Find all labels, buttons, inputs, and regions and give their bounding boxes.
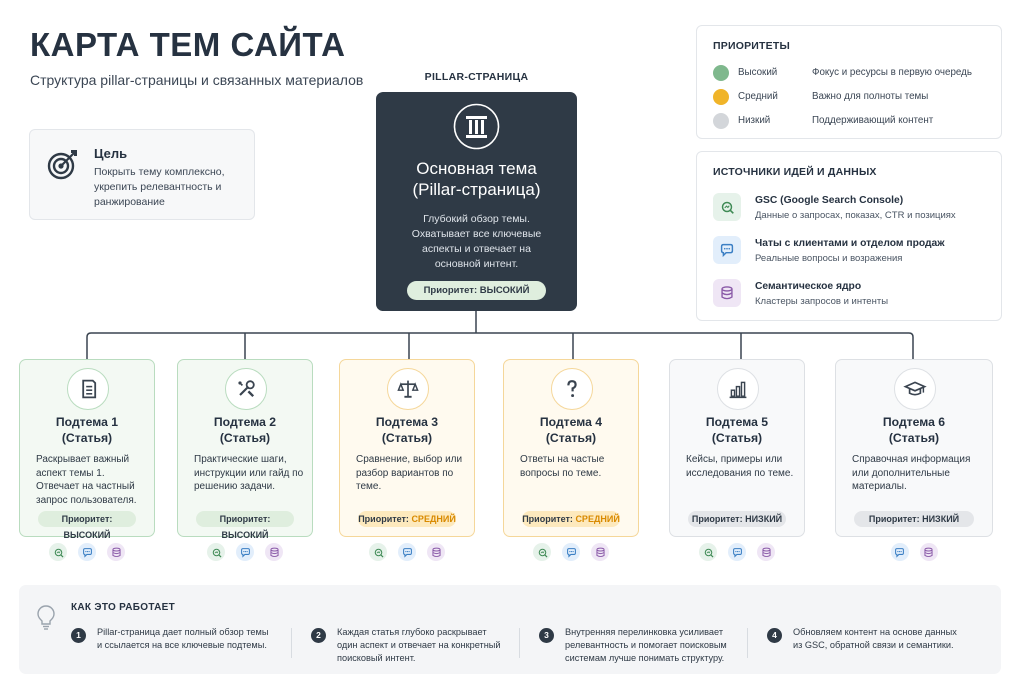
bar-chart-icon <box>726 377 750 401</box>
subtopic-name: Подтема 1 <box>55 415 119 429</box>
subtopic-title <box>178 414 312 446</box>
step-number: 2 <box>311 628 326 643</box>
badge-value: НИЗКИЙ <box>922 514 960 524</box>
priorities-title: ПРИОРИТЕТЫ <box>713 40 790 52</box>
question-icon <box>560 377 584 401</box>
subtopic-card[interactable] <box>835 359 993 537</box>
subtopic-sources <box>533 543 609 561</box>
how-step <box>311 626 521 666</box>
priorities-panel <box>696 25 1002 139</box>
subtopic-name: Подтема 6 <box>882 415 946 429</box>
subtopic-title <box>504 414 638 446</box>
database-icon <box>922 546 935 559</box>
database-badge <box>265 543 283 561</box>
subtopic-icon-circle <box>717 368 759 410</box>
search-analytics-icon <box>52 546 65 559</box>
priority-level: Высокий <box>738 67 778 78</box>
source-icon-box <box>713 193 741 221</box>
goal-text: Покрыть тему комплексно, укрепить релевантность и ранжирование <box>94 166 225 208</box>
source-desc: Данные о запросах, показах, CTR и позициях <box>755 210 956 221</box>
subtopic-priority-badge <box>522 511 620 527</box>
database-icon <box>760 546 773 559</box>
step-text: Обновляем контент на основе данных из GSC, обратной связи и семантики. <box>793 627 957 650</box>
chat-icon <box>893 546 906 559</box>
database-icon <box>594 546 607 559</box>
search-analytics-badge <box>369 543 387 561</box>
subtopic-kind: (Статья) <box>381 431 433 445</box>
search-analytics-badge <box>207 543 225 561</box>
subtopic-card[interactable] <box>669 359 805 537</box>
source-row <box>713 279 991 313</box>
search-analytics-icon <box>210 546 223 559</box>
priority-row <box>713 112 991 130</box>
chat-icon <box>81 546 94 559</box>
subtopic-name: Подтема 3 <box>375 415 439 429</box>
subtopic-card[interactable] <box>503 359 639 537</box>
subtopic-priority-badge <box>688 511 786 527</box>
chat-icon <box>401 546 414 559</box>
database-badge <box>427 543 445 561</box>
document-icon <box>76 377 100 401</box>
subtopic-icon-circle <box>225 368 267 410</box>
pillar-title <box>376 158 577 200</box>
database-badge <box>591 543 609 561</box>
subtopic-icon-circle <box>387 368 429 410</box>
priority-level: Низкий <box>738 115 771 126</box>
scales-icon <box>396 377 420 401</box>
subtopic-title <box>670 414 804 446</box>
subtopic-kind: (Статья) <box>219 431 271 445</box>
subtopic-card[interactable] <box>19 359 155 540</box>
subtopic-sources <box>369 543 445 561</box>
subtopic-card[interactable] <box>177 359 313 540</box>
badge-value: ВЫСОКИЙ <box>221 530 269 540</box>
pillar-label: PILLAR-СТРАНИЦА <box>424 71 529 83</box>
step-divider <box>519 628 520 658</box>
columns-icon <box>453 103 500 150</box>
target-icon <box>46 147 80 181</box>
subtopic-sources <box>891 543 938 561</box>
chat-icon <box>718 241 736 259</box>
pillar-text: Глубокий обзор темы. Охватывает все ключевые аспекты и отвечает на основной интент. <box>411 213 542 270</box>
database-icon <box>268 546 281 559</box>
subtopic-title <box>340 414 474 446</box>
subtopic-kind: (Статья) <box>61 431 113 445</box>
subtopic-text: Справочная информация или дополнительные материалы. <box>852 454 971 492</box>
badge-prefix: Приоритет: <box>219 514 271 524</box>
subtopic-sources <box>699 543 775 561</box>
subtopic-text: Практические шаги, инструкции или гайд по решению задачи. <box>194 454 304 492</box>
how-title: КАК ЭТО РАБОТАЕТ <box>71 602 175 613</box>
step-text: Каждая статья глубоко раскрывает один аспект и отвечает на конкретный поисковый интент. <box>337 627 501 663</box>
subtopic-priority-badge <box>38 511 136 540</box>
step-divider <box>747 628 748 658</box>
database-icon <box>110 546 123 559</box>
how-step <box>71 626 281 666</box>
chat-icon <box>565 546 578 559</box>
badge-value: СРЕДНИЙ <box>575 514 620 524</box>
search-analytics-badge <box>533 543 551 561</box>
chat-icon <box>239 546 252 559</box>
step-text: Pillar-страница дает полный обзор темы и ссылается на все ключевые подтемы. <box>97 627 269 650</box>
source-row <box>713 236 991 270</box>
subtopic-kind: (Статья) <box>711 431 763 445</box>
subtopic-text: Сравнение, выбор или разбор вариантов по теме. <box>356 454 463 492</box>
database-badge <box>107 543 125 561</box>
subtopic-kind: (Статья) <box>888 431 940 445</box>
page-subtitle: Структура pillar-страницы и связанных материалов <box>30 72 364 88</box>
sources-title: ИСТОЧНИКИ ИДЕЙ И ДАННЫХ <box>713 166 877 178</box>
subtopic-icon-circle <box>67 368 109 410</box>
subtopic-name: Подтема 4 <box>539 415 603 429</box>
pillar-priority-badge: Приоритет: ВЫСОКИЙ <box>407 281 546 300</box>
priority-desc: Поддерживающий контент <box>812 115 934 126</box>
priority-desc: Важно для полноты темы <box>812 91 929 102</box>
pillar-title-line2: (Pillar-страница) <box>412 180 541 199</box>
badge-prefix: Приоритет: <box>691 514 746 524</box>
step-text: Внутренняя перелинковка усиливает релевантность и помогает поисковым системам лучше понимать структуру. <box>565 627 727 663</box>
badge-prefix: Приоритет: <box>358 514 412 524</box>
priority-dot <box>713 89 729 105</box>
priority-dot <box>713 65 729 81</box>
search-analytics-icon <box>718 198 736 216</box>
priority-desc: Фокус и ресурсы в первую очередь <box>812 67 972 78</box>
subtopic-card[interactable] <box>339 359 475 537</box>
database-badge <box>757 543 775 561</box>
database-icon <box>430 546 443 559</box>
pillar-title-line1: Основная тема <box>416 159 537 178</box>
search-analytics-icon <box>372 546 385 559</box>
priority-row <box>713 64 991 82</box>
step-divider <box>291 628 292 658</box>
how-it-works <box>19 585 1001 674</box>
source-title: Чаты с клиентами и отделом продаж <box>755 238 945 249</box>
search-analytics-icon <box>702 546 715 559</box>
chat-badge <box>562 543 580 561</box>
badge-prefix: Приоритет: <box>522 514 576 524</box>
database-badge <box>920 543 938 561</box>
sources-panel <box>696 151 1002 321</box>
subtopic-priority-badge <box>196 511 294 540</box>
goal-title: Цель <box>94 146 128 161</box>
page-title: КАРТА ТЕМ САЙТА <box>30 26 346 63</box>
chat-icon <box>731 546 744 559</box>
chat-badge <box>891 543 909 561</box>
source-icon-box <box>713 279 741 307</box>
chat-badge <box>236 543 254 561</box>
badge-prefix: Приоритет: <box>61 514 113 524</box>
subtopic-kind: (Статья) <box>545 431 597 445</box>
how-step <box>539 626 749 666</box>
chat-badge <box>728 543 746 561</box>
pillar-card[interactable] <box>376 92 577 311</box>
subtopic-name: Подтема 5 <box>705 415 769 429</box>
subtopic-sources <box>207 543 283 561</box>
badge-value: НИЗКИЙ <box>745 514 783 524</box>
subtopic-icon-circle <box>894 368 936 410</box>
subtopic-priority-badge <box>854 511 974 527</box>
chat-badge <box>78 543 96 561</box>
lightbulb-icon <box>36 604 56 630</box>
goal-card <box>29 129 255 220</box>
source-title: Семантическое ядро <box>755 281 862 292</box>
graduation-cap-icon <box>903 377 927 401</box>
chat-badge <box>398 543 416 561</box>
subtopic-text: Раскрывает важный аспект темы 1. Отвечает на частный запрос пользователя. <box>36 454 137 506</box>
source-desc: Кластеры запросов и интенты <box>755 296 889 307</box>
priority-dot <box>713 113 729 129</box>
priority-row <box>713 88 991 106</box>
badge-prefix: Приоритет: <box>868 514 923 524</box>
subtopic-name: Подтема 2 <box>213 415 277 429</box>
priority-level: Средний <box>738 91 778 102</box>
subtopic-text: Кейсы, примеры или исследования по теме. <box>686 454 794 479</box>
source-row <box>713 193 991 227</box>
subtopic-icon-circle <box>551 368 593 410</box>
search-analytics-badge <box>49 543 67 561</box>
subtopic-sources <box>49 543 125 561</box>
badge-value: СРЕДНИЙ <box>411 514 456 524</box>
badge-value: ВЫСОКИЙ <box>63 530 111 540</box>
how-step <box>767 626 977 666</box>
source-title: GSC (Google Search Console) <box>755 195 904 206</box>
step-number: 1 <box>71 628 86 643</box>
source-icon-box <box>713 236 741 264</box>
subtopic-title <box>836 414 992 446</box>
subtopic-text: Ответы на частые вопросы по теме. <box>520 454 605 479</box>
subtopic-title <box>20 414 154 446</box>
search-analytics-badge <box>699 543 717 561</box>
step-number: 4 <box>767 628 782 643</box>
subtopic-priority-badge <box>358 511 456 527</box>
step-number: 3 <box>539 628 554 643</box>
tools-icon <box>234 377 258 401</box>
search-analytics-icon <box>536 546 549 559</box>
source-desc: Реальные вопросы и возражения <box>755 253 903 264</box>
database-icon <box>718 284 736 302</box>
